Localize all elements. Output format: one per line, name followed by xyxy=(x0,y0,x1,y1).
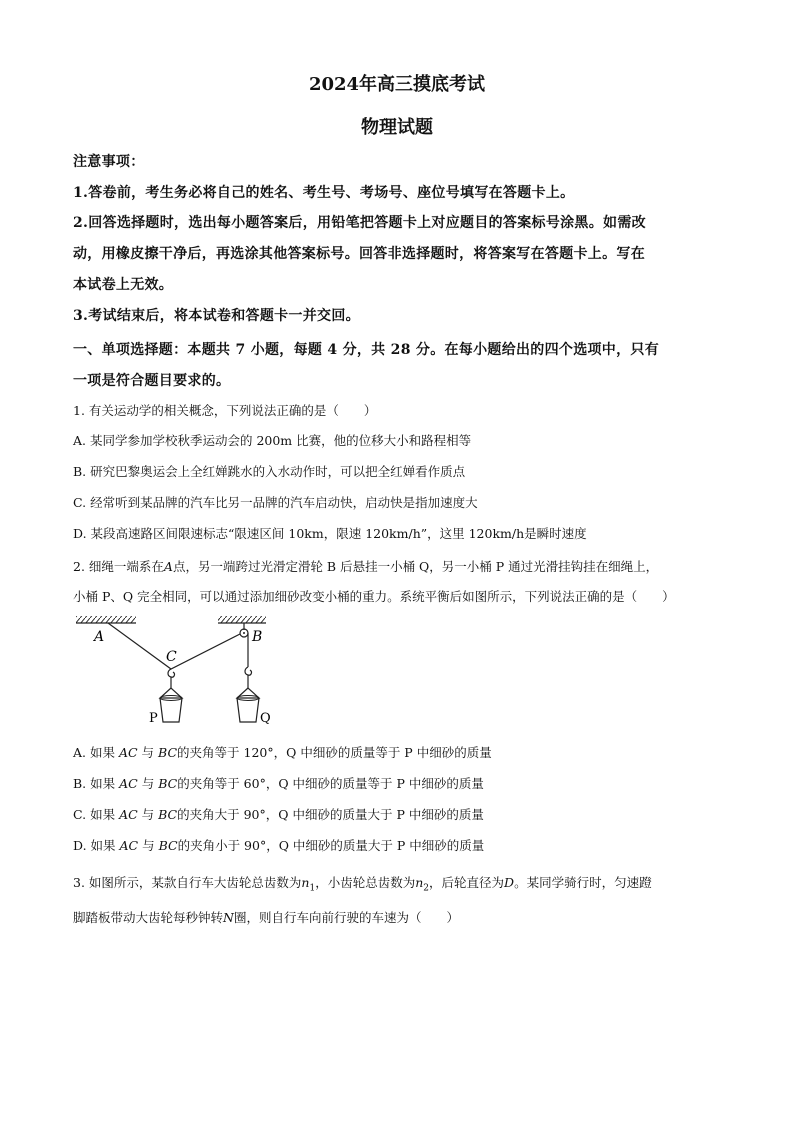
segment-ac: AC xyxy=(119,807,138,822)
label-q: Q xyxy=(260,711,271,726)
q3-text: ，小齿轮总齿数为 xyxy=(315,875,416,890)
connector: 与 xyxy=(141,776,155,791)
q3-text: 圈，则自行车向前行驶的车速为（ ） xyxy=(233,910,459,925)
subscript: 2 xyxy=(423,883,430,894)
label-c: C xyxy=(166,649,177,665)
segment-ac: AC xyxy=(118,745,138,760)
connector: 与 xyxy=(141,807,155,822)
q1-option-c: C. 经常听到某品牌的汽车比另一品牌的汽车启动快，启动快是指加速度大 xyxy=(73,495,478,510)
right-ceiling xyxy=(218,616,266,623)
option-text: 的夹角小于 90°，Q 中细砂的质量大于 P 中细砂的质量 xyxy=(177,838,485,853)
option-prefix: C. 如果 xyxy=(73,807,116,822)
var-n: n xyxy=(415,875,424,890)
notice-heading: 注意事项： xyxy=(73,154,145,170)
option-text: 的夹角等于 120°，Q 中细砂的质量等于 P 中细砂的质量 xyxy=(177,745,492,760)
subject-title: 物理试题 xyxy=(361,117,433,138)
hook-icon xyxy=(245,667,251,688)
q1-stem: 1. 有关运动学的相关概念，下列说法正确的是（ ） xyxy=(73,403,377,418)
q2-option-d xyxy=(73,836,484,854)
option-prefix: B. 如果 xyxy=(73,776,116,791)
exam-title: 2024年高三摸底考试 xyxy=(308,74,486,95)
q2-point-a: A xyxy=(163,559,173,574)
q3-text: 3. 如图所示，某款自行车大齿轮总齿数为 xyxy=(73,875,302,890)
q3-text: ，后轮直径为 xyxy=(429,875,505,890)
option-text: 的夹角等于 60°，Q 中细砂的质量等于 P 中细砂的质量 xyxy=(177,776,484,791)
q3-text: 。某同学骑行时，匀速蹬 xyxy=(514,875,652,890)
q2-option-a xyxy=(73,743,492,761)
subscript: 1 xyxy=(309,883,316,894)
segment-bc: BC xyxy=(158,807,178,822)
var-n-upper: N xyxy=(223,910,234,925)
q2-stem-line-2: 小桶 P、Q 完全相同，可以通过添加细砂改变小桶的重力。系统平衡后如图所示，下列说法正确的是（ ） xyxy=(73,589,675,604)
segment-bc: BC xyxy=(158,776,178,791)
q2-figure xyxy=(70,612,290,737)
q2-stem-line-1 xyxy=(73,557,658,575)
hook-icon xyxy=(168,669,174,688)
q2-stem-part-1: 2. 细绳一端系在 xyxy=(73,559,164,574)
notice-item-2-line-3: 本试卷上无效。 xyxy=(73,277,174,293)
connector: 与 xyxy=(142,838,155,853)
q3-text: 脚踏板带动大齿轮每秒钟转 xyxy=(73,910,224,925)
bucket-p-icon xyxy=(160,688,182,722)
q1-option-d: D. 某段高速路区间限速标志“限速区间 10km，限速 120km/h”，这里 120km/h是瞬时速度 xyxy=(73,526,587,541)
var-d: D xyxy=(504,875,515,890)
pulley-icon xyxy=(240,623,248,637)
option-text: 的夹角大于 90°，Q 中细砂的质量大于 P 中细砂的质量 xyxy=(177,807,484,822)
q2-stem-part-2: 点，另一端跨过光滑定滑轮 B 后悬挂一小桶 Q，另一小桶 P 通过光滑挂钩挂在细绳上， xyxy=(172,559,659,574)
segment-ac: AC xyxy=(119,776,138,791)
segment-bc: BC xyxy=(158,838,178,853)
label-p: P xyxy=(149,711,158,726)
bucket-q-icon xyxy=(237,688,259,722)
q3-stem-line-2 xyxy=(73,908,459,926)
notice-item-3: 3.考试结束后，将本试卷和答题卡一并交回。 xyxy=(73,308,360,324)
var-n: n xyxy=(301,875,310,890)
q2-option-c xyxy=(73,805,484,823)
option-prefix: A. 如果 xyxy=(73,745,115,760)
label-a: A xyxy=(94,629,105,645)
q2-option-b xyxy=(73,774,484,792)
q1-option-a: A. 某同学参加学校秋季运动会的 200m 比赛，他的位移大小和路程相等 xyxy=(73,433,472,448)
q3-stem-line-1 xyxy=(73,873,652,894)
segment-ac: AC xyxy=(119,838,139,853)
section-heading-line-1: 一、单项选择题：本题共 7 小题，每题 4 分，共 28 分。在每小题给出的四个选项中，只有 xyxy=(73,342,660,358)
left-ceiling xyxy=(76,616,136,623)
option-prefix: D. 如果 xyxy=(73,838,116,853)
segment-bc: BC xyxy=(158,745,178,760)
section-heading-line-2: 一项是符合题目要求的。 xyxy=(73,373,231,389)
label-b: B xyxy=(252,629,263,645)
notice-item-1: 1.答卷前，考生务必将自己的姓名、考生号、考场号、座位号填写在答题卡上。 xyxy=(73,185,575,201)
notice-item-2-line-2: 动，用橡皮擦干净后，再选涂其他答案标号。回答非选择题时，将答案写在答题卡上。写在 xyxy=(73,246,645,262)
connector: 与 xyxy=(141,745,155,760)
q1-option-b: B. 研究巴黎奥运会上全红婵跳水的入水动作时，可以把全红婵看作质点 xyxy=(73,464,466,479)
notice-item-2-line-1: 2.回答选择题时，选出每小题答案后，用铅笔把答题卡上对应题目的答案标号涂黑。如需改 xyxy=(73,215,646,231)
